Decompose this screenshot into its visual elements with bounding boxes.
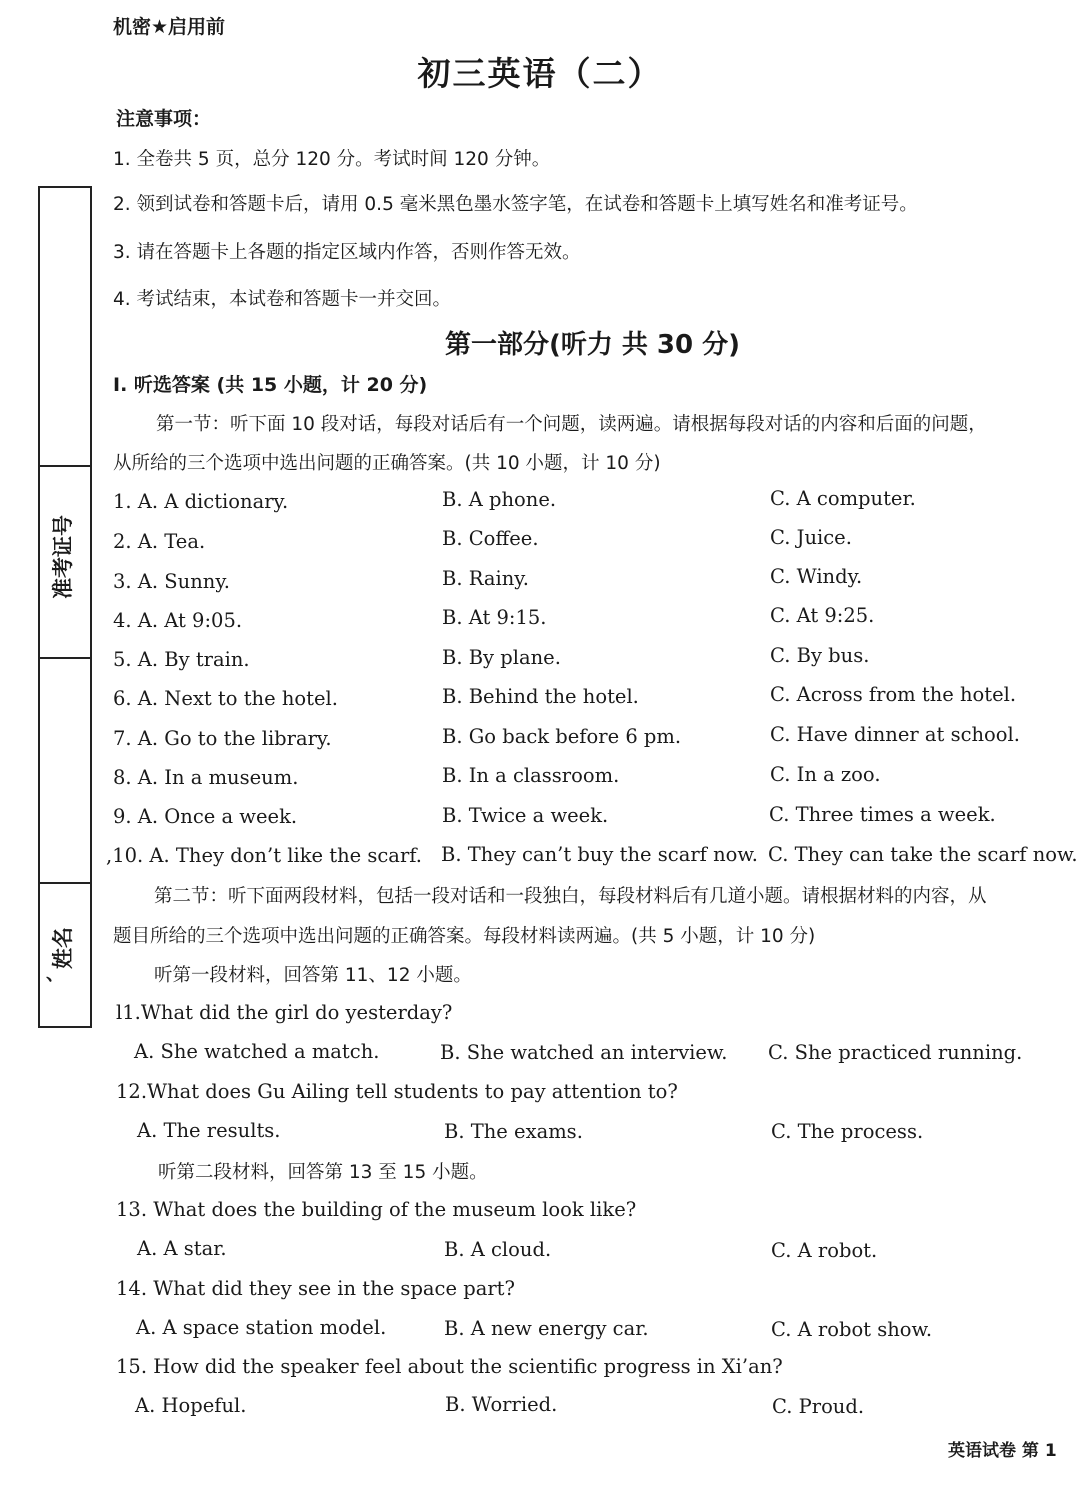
section1-instruction: 从所给的三个选项中选出问题的正确答案。(共 10 小题，计 10 分) [113, 453, 661, 474]
option-a: 5. A. By train. [113, 648, 250, 671]
option-b: B. In a classroom. [442, 764, 620, 787]
material-heading: 听第一段材料，回答第 11、12 小题。 [154, 965, 472, 986]
question-stem: 15. How did the speaker feel about the scientific progress in Xi’an? [116, 1355, 783, 1378]
option-c: C. She practiced running. [768, 1041, 1023, 1064]
option-c: C. A computer. [770, 487, 916, 510]
option-a: 4. A. At 9:05. [113, 609, 243, 632]
section-heading: I. 听选答案 (共 15 小题，计 20 分) [113, 374, 428, 396]
option-b: B. Coffee. [442, 527, 539, 550]
section1-instruction: 第一节：听下面 10 段对话，每段对话后有一个问题，读两遍。请根据每段对话的内容和后面的问题， [156, 414, 987, 435]
option-a: 7. A. Go to the library. [113, 727, 332, 750]
material-heading: 听第二段材料，回答第 13 至 15 小题。 [158, 1162, 488, 1183]
option-c: C. Across from the hotel. [770, 683, 1017, 706]
exam-title: 初三英语（二） [417, 54, 663, 93]
box-divider [40, 465, 90, 467]
option-b: B. Rainy. [442, 567, 529, 590]
option-b: B. At 9:15. [442, 606, 547, 629]
option-a: A. She watched a match. [134, 1040, 380, 1063]
option-c: C. By bus. [770, 644, 870, 667]
option-c: C. Have dinner at school. [770, 723, 1020, 746]
option-c: C. Juice. [770, 526, 852, 549]
option-b: B. A phone. [442, 488, 557, 511]
option-b: B. Behind the hotel. [442, 685, 639, 708]
option-c: C. Proud. [772, 1395, 865, 1418]
option-c: C. They can take the scarf now. [768, 843, 1078, 866]
option-c: C. Windy. [770, 565, 863, 588]
notice-item: 4. 考试结束，本试卷和答题卡一并交回。 [113, 289, 452, 310]
option-b: B. Go back before 6 pm. [442, 725, 682, 748]
option-b: B. A new energy car. [444, 1317, 649, 1340]
option-c: C. A robot show. [771, 1318, 933, 1341]
box-divider [40, 882, 90, 884]
option-a: 3. A. Sunny. [113, 570, 230, 593]
option-a: 8. A. In a museum. [113, 766, 299, 789]
option-c: C. At 9:25. [770, 604, 875, 627]
option-b: B. She watched an interview. [440, 1041, 728, 1064]
name-label: 姓名 [51, 927, 75, 969]
notice-item: 1. 全卷共 5 页，总分 120 分。考试时间 120 分钟。 [113, 149, 551, 170]
page-footer: 英语试卷 第 1 [948, 1441, 1057, 1461]
option-b: B. By plane. [442, 646, 561, 669]
option-b: B. Worried. [445, 1393, 558, 1416]
option-b: B. They can’t buy the scarf now. [441, 843, 758, 866]
part-title: 第一部分(听力 共 30 分) [444, 330, 741, 360]
option-a: A. The results. [137, 1119, 281, 1142]
option-a: 6. A. Next to the hotel. [113, 687, 338, 710]
option-a: A. A star. [137, 1237, 227, 1260]
option-c: C. In a zoo. [770, 763, 881, 786]
section2-instruction: 第二节：听下面两段材料，包括一段对话和一段独白，每段材料后有几道小题。请根据材料的内容，从 [154, 886, 987, 907]
question-stem: 14. What did they see in the space part? [116, 1277, 515, 1300]
option-c: C. The process. [771, 1120, 924, 1143]
option-a: A. Hopeful. [135, 1394, 247, 1417]
option-a: A. A space station model. [136, 1316, 387, 1339]
option-c: C. Three times a week. [769, 803, 996, 826]
option-b: B. The exams. [444, 1120, 583, 1143]
box-divider [40, 657, 90, 659]
question-stem: 13. What does the building of the museum look like? [116, 1198, 637, 1221]
option-b: B. Twice a week. [442, 804, 609, 827]
option-a: 1. A. A dictionary. [113, 490, 289, 513]
exam-id-label: 准考证号 [51, 515, 75, 599]
option-c: C. A robot. [771, 1239, 878, 1262]
section2-instruction: 题目所给的三个选项中选出问题的正确答案。每段材料读两遍。(共 5 小题，计 10 分) [113, 926, 816, 947]
option-a: ,10. A. They don’t like the scarf. [106, 844, 422, 867]
question-stem: 12.What does Gu Ailing tell students to pay attention to? [116, 1080, 678, 1103]
question-stem: l1.What did the girl do yesterday? [116, 1001, 453, 1024]
option-b: B. A cloud. [444, 1238, 552, 1261]
notice-item: 3. 请在答题卡上各题的指定区域内作答，否则作答无效。 [113, 242, 581, 263]
option-a: 9. A. Once a week. [113, 805, 298, 828]
name-mark: 、 [46, 964, 64, 985]
option-a: 2. A. Tea. [113, 530, 206, 553]
confidential-label: 机密★启用前 [113, 16, 226, 38]
notice-item: 2. 领到试卷和答题卡后，请用 0.5 毫米黑色墨水签字笔，在试卷和答题卡上填写姓名和准考证号。 [113, 194, 918, 215]
notice-heading: 注意事项： [116, 108, 212, 130]
binding-margin-box [38, 186, 92, 1028]
